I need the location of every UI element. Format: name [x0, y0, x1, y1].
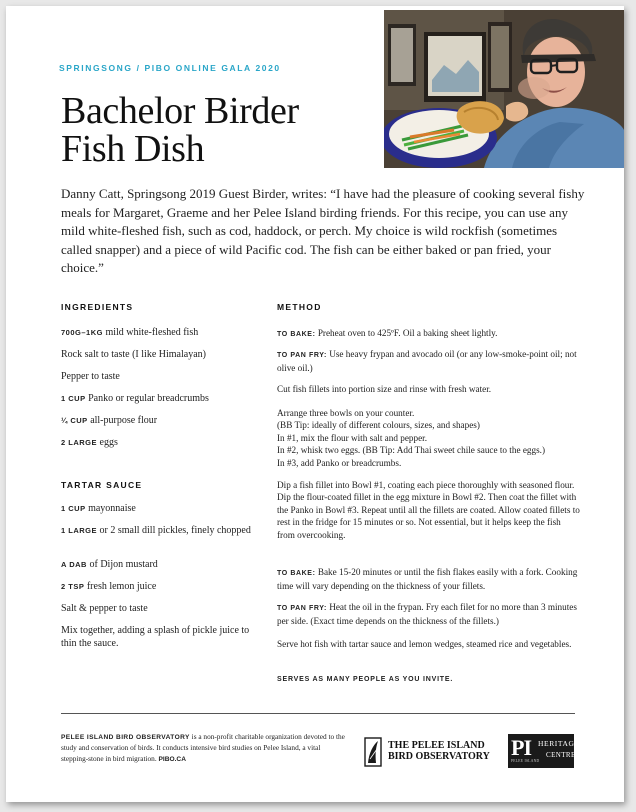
ingredient-text: mild white-fleshed fish	[102, 327, 199, 338]
footer-url[interactable]: PIBO.CA	[158, 755, 186, 763]
ingredient-text: eggs	[97, 437, 118, 448]
ingredient-item	[61, 414, 261, 427]
method-step-cut: Cut fish fillets into portion size and rinse with fresh water.	[277, 384, 492, 394]
ingredient-item	[61, 436, 261, 449]
ingredient-text: or 2 small dill pickles, finely chopped	[97, 525, 251, 536]
method-text: Use heavy frypan and avocado oil (or any low-smoke-point oil; not olive oil.)	[277, 349, 577, 374]
method-text: Preheat oven to 425ºF. Oil a baking sheet lightly.	[315, 328, 498, 338]
pi-letters: PI	[511, 735, 531, 760]
method-label: TO PAN FRY:	[277, 352, 327, 359]
ingredient-text: Pepper to taste	[61, 371, 120, 382]
method-step-dip: Dip a fish fillet into Bowl #1, coating each piece thoroughly with seasoned flour. Dip the flour-coated fillet in the egg mixture in Bowl #2. Then coat the fillet with the Panko in Bowl #3. Repeat until all the fillets are coated. Allow coated fillets to rest in the fridge for 15 minutes or so. Not essential, but it helps keep the fish from overcooking.	[277, 480, 580, 540]
ingredients-heading: INGREDIENTS	[61, 302, 134, 312]
chef-photo	[384, 10, 624, 168]
ingredient-text: fresh lemon juice	[84, 581, 157, 592]
pibo-logo-line-1: THE PELEE ISLAND	[388, 740, 485, 751]
heritage-subtitle: PELEE ISLAND	[511, 759, 540, 763]
ingredient-item	[61, 370, 261, 383]
method-step-pan-prep	[277, 348, 577, 375]
ingredient-qty: ¼ CUP	[61, 416, 88, 425]
tartar-sauce-heading: TARTAR SAUCE	[61, 480, 143, 490]
footer-org-name: PELEE ISLAND BIRD OBSERVATORY	[61, 734, 190, 741]
ingredient-text: Salt & pepper to taste	[61, 603, 148, 614]
ingredient-text: of Dijon mustard	[86, 559, 158, 570]
footer-description	[61, 732, 346, 765]
method-text: Bake 15-20 minutes or until the fish flakes easily with a fork. Cooking time will vary depending on the thickness of your fillets.	[277, 567, 578, 592]
title-line-2: Fish Dish	[61, 128, 205, 170]
recipe-page	[6, 6, 624, 802]
ingredient-qty: 2 TSP	[61, 582, 85, 591]
ingredient-qty: 700G–1KG	[61, 328, 103, 337]
event-kicker: SPRINGSONG / PIBO ONLINE GALA 2020	[59, 63, 281, 73]
ingredient-qty: 2 LARGE	[61, 438, 98, 447]
chef-photo-image	[384, 10, 624, 168]
bird-icon	[364, 737, 382, 767]
tartar-item	[61, 580, 261, 593]
title-line-1: Bachelor Birder	[61, 90, 299, 132]
tartar-item	[61, 524, 256, 537]
ingredient-text: all-purpose flour	[87, 415, 158, 426]
ingredient-qty: 1 CUP	[61, 394, 86, 403]
tartar-item	[61, 624, 256, 650]
intro-paragraph: Danny Catt, Springsong 2019 Guest Birder, writes: “I have had the pleasure of cooking several fishy meals for Margaret, Graeme and her Pelee Island birding friends. For this recipe, you can use any mild white-fleshed fish, such as cod, haddock, or perch. My choice is wild rockfish (sometimes called snapper) and a piece of wild Pacific cod. The fish can be either baked or pan fried, your choice.”	[61, 186, 585, 276]
method-line: In #3, add Panko or breadcrumbs.	[277, 457, 402, 468]
method-label: TO BAKE:	[277, 570, 316, 577]
ingredient-qty: A DAB	[61, 560, 87, 569]
pibo-logo	[364, 737, 504, 767]
heritage-label: HERITAGE	[538, 739, 580, 748]
centre-label: CENTRE	[546, 751, 576, 759]
footer-text: is a non-profit charitable organization devoted to the study and conservation of birds. It conducts intensive bird studies on Pelee Island, a vital stepping-stone in bird migration.	[61, 732, 345, 763]
ingredient-item	[61, 348, 261, 361]
method-step-bowls	[277, 407, 592, 469]
method-line: Arrange three bowls on your counter.	[277, 408, 415, 418]
method-step-bake-preheat	[277, 327, 592, 341]
method-line: In #2, whisk two eggs. (BB Tip: Add Thai sweet chile sauce to the eggs.)	[277, 445, 546, 456]
recipe-title	[61, 92, 381, 168]
ingredient-item	[61, 392, 261, 405]
serves-note: SERVES AS MANY PEOPLE AS YOU INVITE.	[277, 676, 454, 683]
method-heading: METHOD	[277, 302, 322, 312]
ingredient-qty: 1 LARGE	[61, 526, 98, 535]
method-step-serve: Serve hot fish with tartar sauce and lemon wedges, steamed rice and vegetables.	[277, 639, 572, 649]
ingredient-text: Panko or regular breadcrumbs	[85, 393, 209, 404]
method-text: Heat the oil in the frypan. Fry each filet for no more than 3 minutes per side. (Exact time depends on the thickness of the fillets.)	[277, 602, 577, 627]
footer-divider	[61, 713, 575, 714]
pibo-logo-text	[388, 741, 490, 762]
method-serves	[277, 672, 592, 686]
tartar-item	[61, 602, 261, 615]
method-label: TO PAN FRY:	[277, 605, 327, 612]
pibo-logo-line-2: BIRD OBSERVATORY	[388, 750, 490, 762]
method-line: In #1, mix the flour with salt and pepper.	[277, 432, 428, 443]
ingredient-qty: 1 CUP	[61, 504, 86, 513]
tartar-item	[61, 558, 261, 571]
ingredient-text: Mix together, adding a splash of pickle juice to thin the sauce.	[61, 625, 250, 649]
ingredient-text: mayonnaise	[85, 503, 136, 514]
ingredient-item	[61, 326, 261, 339]
method-step-bake	[277, 566, 587, 593]
pi-heritage-centre-logo	[508, 734, 580, 768]
method-line: (BB Tip: ideally of different colours, sizes, and shapes)	[277, 420, 480, 431]
method-label: TO BAKE:	[277, 331, 316, 338]
method-step-pan-fry	[277, 601, 582, 628]
tartar-item	[61, 502, 261, 515]
ingredient-text: Rock salt to taste (I like Himalayan)	[61, 349, 206, 360]
